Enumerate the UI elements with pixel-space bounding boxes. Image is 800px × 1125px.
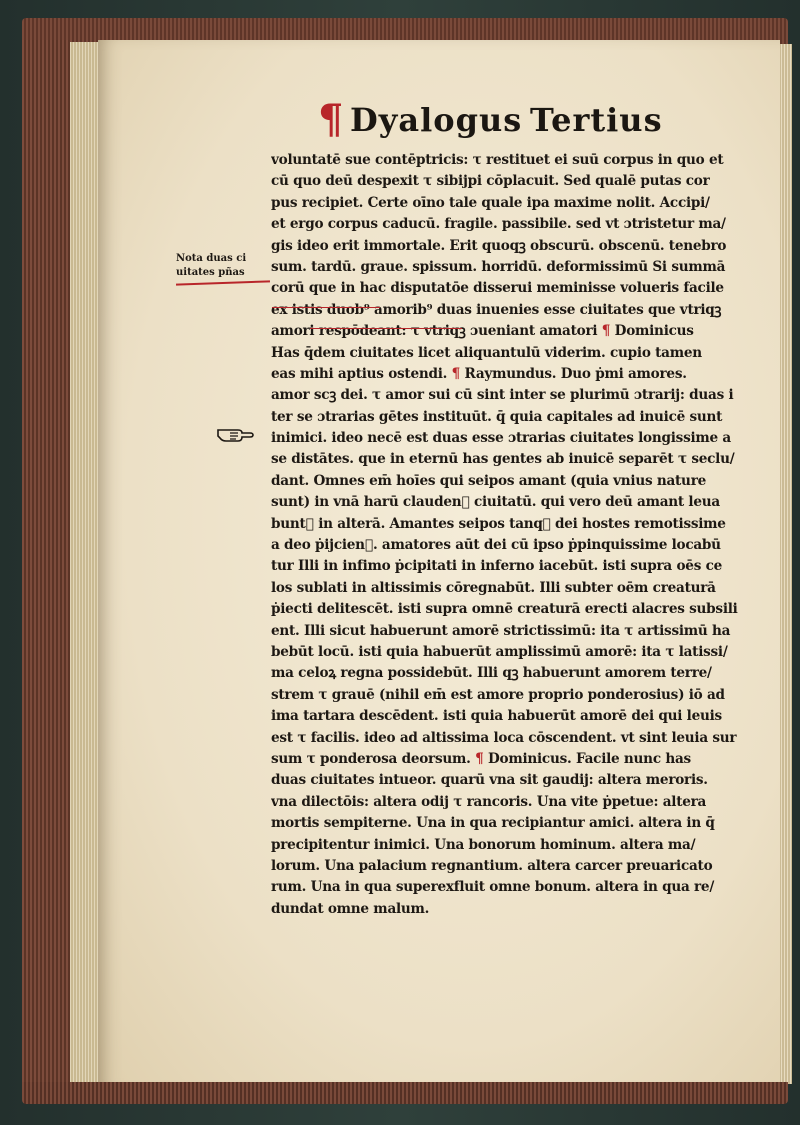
text-line: amor scꝫ dei. τ amor sui cū sint inter se plurimū ɔtrarij: duas i	[271, 387, 734, 404]
text-line: pus recipiet. Certe oīno tale quale ipa maxime nolit. Accipi/	[271, 194, 710, 211]
text-line: est τ facilis. ideo ad altissima loca cōscendent. vt sint leuia sur	[271, 729, 737, 746]
header-title-dyalogus: Dyalogus	[350, 101, 523, 139]
text-line: a deo ṗijcienᷣ. amatores aūt dei cū ipso ṗpinquissime locabū	[271, 537, 721, 554]
text-line: dundat omne malum.	[271, 900, 430, 917]
text-line: bebūt locū. isti quia habuerūt amplissimū amorē: ita τ latissi/	[271, 643, 728, 660]
text-line: voluntatē sue contēptricis: τ restituet ei suū corpus in quo et	[271, 152, 724, 168]
text-line: ima tartara descēdent. isti quia habuerūt amorē dei qui leuis	[271, 708, 722, 725]
text-line: cū quo deū despexit τ sibijpi cōplacuit. Sed qualē putas cor	[271, 173, 710, 190]
text-line: buntᷣ in alterā. Amantes seipos tanqꝫ dei hostes remotissime	[271, 515, 726, 532]
text-line: ter se ɔtrarias gētes instituūt. q̄ quia capitales ad inuicē sunt	[271, 408, 723, 425]
rubric-underline	[272, 307, 380, 308]
text-line: gis ideo erit immortale. Erit quoqꝫ obscurū. obscenū. tenebro	[271, 237, 727, 254]
text-line: sum τ ponderosa deorsum. ¶ Dominicus. Facile nunc has	[271, 750, 691, 767]
text-line: ex istis duob⁹ amorib⁹ duas inuenies esse ciuitates que vtriqꝫ	[271, 301, 722, 318]
text-line: vna dilectōis: altera odij τ rancoris. Una vite ṗpetue: altera	[271, 793, 707, 810]
rubric-underline	[310, 328, 462, 329]
book-cover-bottom-edge	[22, 1082, 788, 1104]
text-line: precipitentur inimici. Una bonorum hominum. altera ma/	[271, 836, 696, 853]
body-text	[271, 150, 741, 920]
text-line: amori respōdeant: τ vtriqꝫ ɔueniant amatori ¶ Dominicus	[271, 323, 694, 340]
text-line: lorum. Una palacium regnantium. altera carcer preuaricato	[271, 857, 713, 874]
margin-note-line: Nota duas ci	[176, 253, 247, 264]
text-line: duas ciuitates intueor. quarū vna sit gaudij: altera meroris.	[271, 772, 708, 789]
page-stack-edge	[70, 42, 100, 1090]
margin-note-line: uitates pñas	[176, 267, 245, 278]
text-line: ent. Illi sicut habuerunt amorē strictissimū: ita τ artissimū ha	[271, 622, 731, 639]
text-line: sunt) in vnā harū claudenᷣ ciuitatū. qui vero deū amant leua	[271, 494, 720, 511]
rubric-pilcrow: ¶	[475, 750, 484, 767]
rubric-pilcrow: ¶	[601, 323, 611, 340]
page-right-edge	[778, 44, 792, 1084]
header-pilcrow-mark: ¶	[318, 96, 344, 143]
text-line: ma celoꝝ regna possidebūt. Illi qꝫ habuerunt amorem terre/	[271, 665, 712, 682]
rubric-pilcrow: ¶	[451, 365, 461, 382]
text-line: sum. tardū. graue. spissum. horridū. deformissimū Si summā	[271, 258, 726, 275]
text-line: Has q̄dem ciuitates licet aliquantulū viderim. cupio tamen	[271, 344, 702, 361]
text-line: ṗiecti delitescēt. isti supra omnē creaturā erecti alacres subsili	[271, 601, 738, 618]
book-spine	[22, 40, 72, 1090]
text-line: eas mihi aptius ostendi. ¶ Raymundus. Duo ṗmi amores.	[271, 365, 687, 382]
header-title-tertius: Tertius	[530, 101, 663, 139]
text-line: corū que in hac disputatōe disserui meminisse volueris facile	[271, 280, 724, 297]
text-line: tur Illi in infimo ṗcipitati in inferno iacebūt. isti supra oēs ce	[271, 558, 723, 575]
text-line: los sublati in altissimis cōregnabūt. Illi subter oēm creaturā	[271, 579, 716, 596]
running-header	[318, 96, 670, 148]
text-line: se distātes. que in eternū has gentes ab inuicē separēt τ seclu/	[271, 451, 735, 468]
margin-note	[176, 252, 268, 280]
text-line: inimici. ideo necē est duas esse ɔtrarias ciuitates longissime a	[271, 430, 731, 447]
text-line: strem τ grauē (nihil em̄ est amore proprio ponderosius) iō ad	[271, 686, 725, 703]
manicule-icon	[216, 424, 254, 446]
text-line: rum. Una in qua superexfluit omne bonum. altera in qua re/	[271, 879, 715, 896]
text-line: dant. Omnes em̄ hoīes qui seipos amant (quia vnius nature	[271, 472, 707, 489]
text-line: mortis sempiterne. Una in qua recipiantur amici. altera in q̄	[271, 815, 715, 832]
text-line: et ergo corpus caducū. fragile. passibile. sed vt ɔtristetur ma/	[271, 216, 726, 233]
